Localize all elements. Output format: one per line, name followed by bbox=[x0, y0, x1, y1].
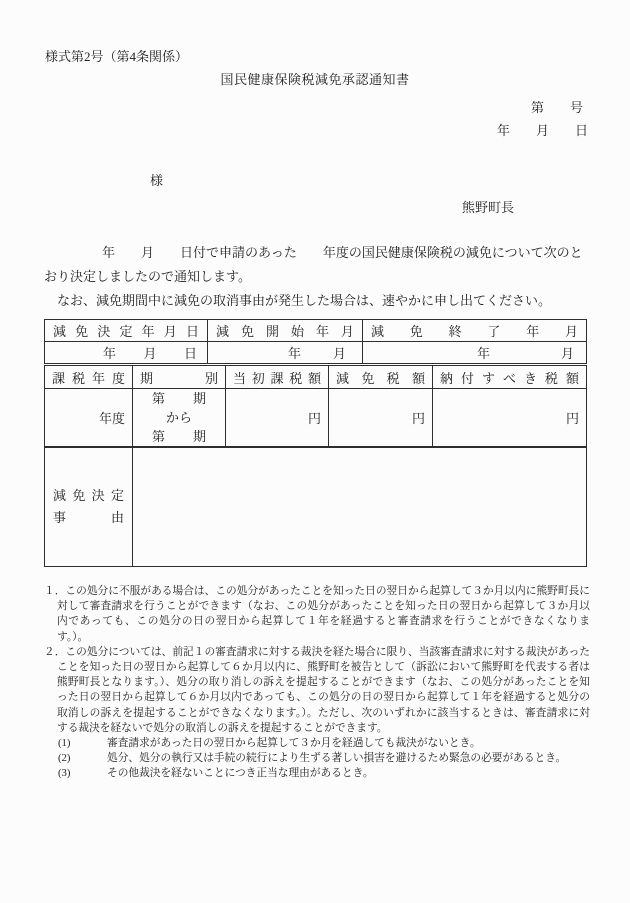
reason-table bbox=[44, 447, 587, 567]
note-item-1: １．この処分に不服がある場合は、この処分があったことを知った日の翌日から起算して３か月以内に熊野町長に対して審査請求を行うことができます（なお、この処分があったことを知った日の翌日から起算して３か月以内であっても、この処分の日の翌日から起算して１年を経過すると審査請求を行うことができなくなります。）。 bbox=[44, 585, 590, 643]
header-payable-tax: 納 付 す べ き 税 額 bbox=[433, 366, 587, 389]
subitem-text: その他裁決を経ないことにつき正当な理由があるとき。 bbox=[107, 767, 374, 780]
cell-period-range bbox=[133, 389, 226, 447]
issue-date-line: 年 月 日 bbox=[496, 123, 588, 138]
header-start-month: 減 免 開 始 年 月 bbox=[208, 320, 363, 342]
cell-start-month-blank: 年 月 bbox=[208, 342, 363, 364]
body-text-line-3: なお、減免期間中に減免の取消事由が発生した場合は、速やかに申し出てください。 bbox=[57, 293, 552, 308]
page-title: 国民健康保険税減免承認通知書 bbox=[220, 72, 410, 87]
header-reduced-tax: 減 免 税 額 bbox=[329, 366, 433, 389]
subitem-marker: (3) bbox=[58, 767, 71, 780]
cell-reduced-tax-yen: 円 bbox=[329, 389, 433, 447]
reason-label-line-1: 減 免 決 定 bbox=[53, 488, 124, 503]
form-number-label: 様式第2号（第4条関係） bbox=[45, 49, 189, 64]
reduction-period-table bbox=[44, 319, 587, 364]
reason-label-cell bbox=[45, 448, 133, 567]
reason-label-line-2: 事 由 bbox=[53, 510, 124, 525]
cell-tax-year-blank: 年度 bbox=[45, 389, 133, 447]
tax-amount-table bbox=[44, 365, 587, 447]
cell-end-month-blank: 年 月 bbox=[363, 342, 587, 364]
header-period: 期 別 bbox=[133, 366, 226, 389]
note-subitem-1 bbox=[44, 736, 590, 751]
header-decision-date: 減 免 決 定 年 月 日 bbox=[45, 320, 208, 342]
cell-decision-date-blank: 年 月 日 bbox=[45, 342, 208, 364]
period-from: 第 期 bbox=[152, 391, 206, 406]
subitem-text: 処分、処分の執行又は手続の続行により生ずる著しい損害を避けるため緊急の必要があるとき。 bbox=[107, 752, 567, 765]
body-text-line-1: 年 月 日付で申請のあった 年度の国民健康保険税の減免について次のと bbox=[102, 245, 583, 260]
appeal-notes bbox=[44, 584, 590, 782]
subitem-marker: (2) bbox=[58, 752, 71, 765]
subitem-text: 審査請求があった日の翌日から起算して３か月を経過しても裁決がないとき。 bbox=[107, 737, 481, 750]
subitem-marker: (1) bbox=[58, 737, 71, 750]
period-connector: から bbox=[165, 410, 192, 425]
addressee-honorific: 様 bbox=[150, 173, 164, 188]
period-to: 第 期 bbox=[152, 429, 206, 444]
reason-content-cell bbox=[133, 448, 587, 567]
header-initial-tax: 当 初 課 税 額 bbox=[226, 366, 329, 389]
header-tax-year: 課 税 年 度 bbox=[45, 366, 133, 389]
header-end-month: 減 免 終 了 年 月 bbox=[363, 320, 587, 342]
body-text-line-2: おり決定しましたので通知します。 bbox=[44, 269, 251, 284]
note-item-2: ２．この処分については、前記１の審査請求に対する裁決を経た場合に限り、当該審査請求に対する裁決があったことを知った日の翌日から起算して６か月以内に、熊野町を被告として（訴訟において熊野町を代表する者は熊野町長となります。）、処分の取り消しの訴えを提起することができます（なお、この処分があったことを知った日の翌日から起算して６か月以内であっても、この処分の日の翌日から起算して１年を経過すると処分の取消しの訴えを提起することができなくなります。）。ただし、次のいずれかに該当するときは、審査請求に対する裁決を経ないで処分の取消しの訴えを提起することができます。 bbox=[44, 645, 590, 734]
cell-initial-tax-yen: 円 bbox=[226, 389, 329, 447]
note-subitem-2 bbox=[44, 751, 590, 766]
cell-payable-tax-yen: 円 bbox=[433, 389, 587, 447]
issuer-mayor-label: 熊野町長 bbox=[462, 200, 515, 215]
document-number-line: 第 号 bbox=[530, 100, 583, 115]
note-subitem-3 bbox=[44, 766, 590, 781]
